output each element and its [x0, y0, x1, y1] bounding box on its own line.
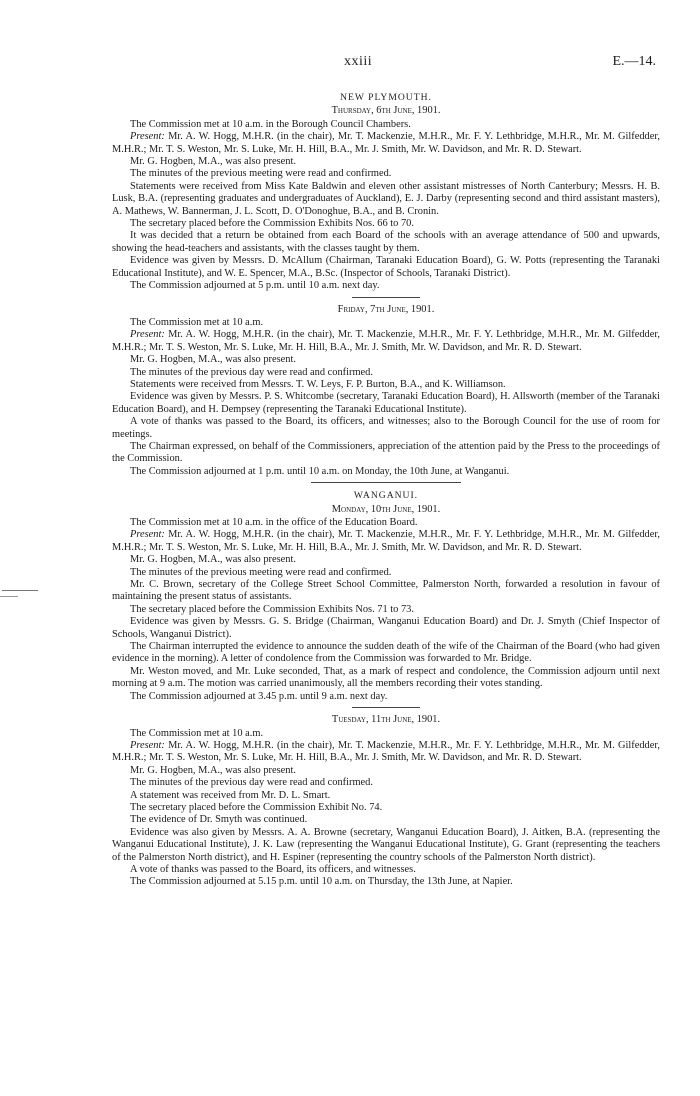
- minutes-paragraph: [112, 329, 660, 354]
- paragraph-text: A vote of thanks was passed to the Board, its officers, and witnesses.: [130, 863, 416, 875]
- paragraph-text: The secretary placed before the Commission Exhibits Nos. 66 to 70.: [130, 218, 414, 230]
- paragraph-text: Mr. A. W. Hogg, M.H.R. (in the chair), Mr. T. Mackenzie, M.H.R., Mr. F. Y. Lethbridge, M.H.R., Mr. M. Gilfedder, M.H.R.; Mr. T. S. Weston, Mr. S. Luke, Mr. H. Hill, B.A., Mr. J. Smith, Mr. W. Davidson, and Mr. R. D. Stewart.: [112, 739, 660, 764]
- paragraph-text: The Chairman expressed, on behalf of the Commissioners, appreciation of the attention paid by the Press to the proceedings of the Commission.: [112, 440, 660, 465]
- minutes-paragraph: [112, 379, 660, 391]
- paragraph-text: The Commission adjourned at 5 p.m. until 10 a.m. next day.: [130, 280, 380, 292]
- present-label: Present:: [130, 529, 165, 541]
- paragraph-text: Mr. G. Hogben, M.A., was also present.: [130, 764, 296, 776]
- meeting-date: Tuesday, 11th June, 1901.: [331, 714, 441, 726]
- margin-mark: [2, 590, 38, 591]
- section-divider: [352, 297, 420, 298]
- minutes-paragraph: [112, 579, 660, 604]
- minutes-paragraph: [112, 691, 660, 703]
- present-label: Present:: [130, 131, 165, 143]
- page-number: xxiii: [344, 54, 373, 69]
- section-divider: [352, 707, 420, 708]
- paragraph-text: Evidence was given by Messrs. D. McAllum (Chairman, Taranaki Education Board), G. W. Potts (representing the Taranaki Educational Institute), and W. E. Spencer, M.A., B.Sc. (Inspector of Schools, Taranaki District).: [112, 255, 660, 279]
- paragraph-text: Mr. G. Hogben, M.A., was also present.: [130, 354, 296, 366]
- minutes-paragraph: [112, 416, 660, 441]
- section-divider: [311, 482, 461, 483]
- paragraph-text: The Commission met at 10 a.m.: [130, 316, 264, 328]
- meeting-date: Thursday, 6th June, 1901.: [331, 105, 441, 117]
- minutes-paragraph: [112, 554, 660, 566]
- minutes-paragraph: [112, 740, 660, 765]
- minutes-paragraph: [112, 280, 660, 292]
- paragraph-text: The secretary placed before the Commission Exhibits Nos. 71 to 73.: [130, 603, 414, 615]
- paragraph-text: The Commission met at 10 a.m.: [130, 727, 264, 739]
- minutes-paragraph: [112, 391, 660, 416]
- paragraph-text: Evidence was given by Messrs. P. S. Whitcombe (secretary, Taranaki Education Board), H. Allsworth (member of the Taranaki Education Board), and H. Dempsey (representing the Taranaki Educational Institute).: [112, 391, 660, 415]
- paragraph-text: A statement was received from Mr. D. L. Smart.: [130, 789, 331, 801]
- paragraph-text: The Commission adjourned at 3.45 p.m. until 9 a.m. next day.: [130, 690, 388, 702]
- minutes-paragraph: [112, 354, 660, 366]
- paragraph-text: The Commission adjourned at 5.15 p.m. until 10 a.m. on Thursday, the 13th June, at Napier.: [130, 876, 513, 888]
- minutes-paragraph: [112, 616, 660, 641]
- meeting-date: Monday, 10th June, 1901.: [331, 503, 441, 515]
- paragraph-text: Mr. A. W. Hogg, M.H.R. (in the chair), Mr. T. Mackenzie, M.H.R., Mr. F. Y. Lethbridge, M.H.R., Mr. M. Gilfedder, M.H.R.; Mr. T. S. Weston, Mr. S. Luke, Mr. H. Hill, B.A., Mr. J. Smith, Mr. W. Davidson, and Mr. R. D. Stewart.: [112, 131, 660, 155]
- meeting-date: Friday, 7th June, 1901.: [337, 303, 435, 315]
- minutes-paragraph: [112, 168, 660, 180]
- minutes-paragraph: [112, 119, 660, 131]
- paragraph-text: Evidence was given by Messrs. G. S. Bridge (Chairman, Wanganui Education Board) and Dr. J. Smyth (Chief Inspector of Schools, Wanganui District).: [112, 616, 660, 640]
- document-page: [112, 56, 660, 889]
- paragraph-text: The Commission adjourned at 1 p.m. until 10 a.m. on Monday, the 10th June, at Wanganui.: [130, 465, 510, 477]
- present-label: Present:: [130, 739, 165, 751]
- minutes-paragraph: [112, 317, 660, 329]
- minutes-paragraph: [112, 156, 660, 168]
- paragraph-text: A vote of thanks was passed to the Board, its officers, and witnesses; also to the Borough Council for the use of room for meetings.: [112, 416, 660, 440]
- paragraph-text: Mr. A. W. Hogg, M.H.R. (in the chair), Mr. T. Mackenzie, M.H.R., Mr. F. Y. Lethbridge, M.H.R., Mr. M. Gilfedder, M.H.R.; Mr. T. S. Weston, Mr. S. Luke, Mr. H. Hill, B.A., Mr. J. Smith, Mr. W. Davidson, and Mr. R. D. Stewart.: [112, 529, 660, 553]
- minutes-paragraph: [112, 777, 660, 789]
- page-reference: E.—14.: [612, 54, 656, 69]
- minutes-paragraph: [112, 218, 660, 230]
- paragraph-text: The Commission met at 10 a.m. in the Borough Council Chambers.: [130, 118, 411, 130]
- paragraph-text: The secretary placed before the Commission Exhibit No. 74.: [130, 801, 383, 813]
- minutes-paragraph: [112, 814, 660, 826]
- minutes-paragraph: [112, 604, 660, 616]
- minutes-paragraph: [112, 765, 660, 777]
- paragraph-text: The Chairman interrupted the evidence to announce the sudden death of the wife of the Chairman of the Board (who had given evidence in the morning). A letter of condolence from the Commission was forwarded to Mr. Bridge.: [112, 641, 660, 665]
- minutes-paragraph: [112, 864, 660, 876]
- minutes-paragraph: [112, 876, 660, 888]
- minutes-paragraph: [112, 517, 660, 529]
- minutes-paragraph: [112, 255, 660, 280]
- minutes-body: [112, 92, 660, 889]
- place-heading: NEW PLYMOUTH.: [340, 92, 432, 103]
- paragraph-text: Evidence was also given by Messrs. A. A. Browne (secretary, Wanganui Education Board), J. Aitken, B.A. (representing the Wanganui Educational Institute), J. K. Law (representing the Wanganui Educational Institute), G. Grant (representing the teachers of the Palmerston North district), and H. Espiner (representing the country schools of the Palmerston North district).: [112, 826, 660, 863]
- minutes-paragraph: [112, 666, 660, 691]
- present-label: Present:: [130, 329, 165, 341]
- paragraph-text: The Commission met at 10 a.m. in the office of the Education Board.: [130, 517, 418, 528]
- paragraph-text: The minutes of the previous day were read and confirmed.: [130, 777, 373, 789]
- minutes-paragraph: [112, 230, 660, 255]
- place-heading: WANGANUI.: [353, 490, 419, 502]
- paragraph-text: Mr. Weston moved, and Mr. Luke seconded, That, as a mark of respect and condolence, the Commission adjourn until next morning at 9 a.m. The motion was carried unanimously, all the members recording their votes standing.: [112, 665, 660, 690]
- minutes-paragraph: [112, 367, 660, 379]
- paragraph-text: The minutes of the previous day were read and confirmed.: [130, 366, 373, 378]
- minutes-paragraph: [112, 181, 660, 218]
- minutes-paragraph: [112, 131, 660, 156]
- paragraph-text: Mr. G. Hogben, M.A., was also present.: [130, 554, 296, 566]
- paragraph-text: The minutes of the previous meeting were read and confirmed.: [130, 168, 392, 180]
- minutes-paragraph: [112, 641, 660, 666]
- minutes-paragraph: [112, 827, 660, 864]
- paragraph-text: Statements were received from Miss Kate Baldwin and eleven other assistant mistresses of North Canterbury; Messrs. H. B. Lusk, B.A. (representing graduates and undergraduates of Auckland), E. J. Darby (representing second and third assistant masters), A. Mathews, W. Bannerman, J. L. Scott, D. O'Donoghue, B.A., and B. Cronin.: [112, 180, 660, 217]
- margin-mark: [0, 596, 18, 597]
- minutes-paragraph: [112, 790, 660, 802]
- paragraph-text: The minutes of the previous meeting were read and confirmed.: [130, 566, 392, 578]
- paragraph-text: Mr. G. Hogben, M.A., was also present.: [130, 156, 296, 168]
- minutes-paragraph: [112, 567, 660, 579]
- paragraph-text: It was decided that a return be obtained from each Board of the schools with an average attendance of 500 and upwards, showing the head-teachers and assistants, with the classes taught by them.: [112, 230, 660, 254]
- minutes-paragraph: [112, 728, 660, 740]
- minutes-paragraph: [112, 466, 660, 478]
- paragraph-text: Mr. C. Brown, secretary of the College Street School Committee, Palmerston North, forwarded a resolution in favour of maintaining the present status of assistants.: [112, 579, 660, 603]
- minutes-paragraph: [112, 529, 660, 554]
- paragraph-text: Statements were received from Messrs. T. W. Leys, F. P. Burton, B.A., and K. Williamson.: [130, 378, 506, 390]
- paragraph-text: The evidence of Dr. Smyth was continued.: [130, 814, 308, 826]
- minutes-paragraph: [112, 441, 660, 466]
- minutes-paragraph: [112, 802, 660, 814]
- running-head: [112, 56, 660, 72]
- paragraph-text: Mr. A. W. Hogg, M.H.R. (in the chair), Mr. T. Mackenzie, M.H.R., Mr. F. Y. Lethbridge, M.H.R., Mr. M. Gilfedder, M.H.R.; Mr. T. S. Weston, Mr. S. Luke, Mr. H. Hill, B.A., Mr. J. Smith, Mr. W. Davidson, and Mr. R. D. Stewart.: [112, 329, 660, 353]
